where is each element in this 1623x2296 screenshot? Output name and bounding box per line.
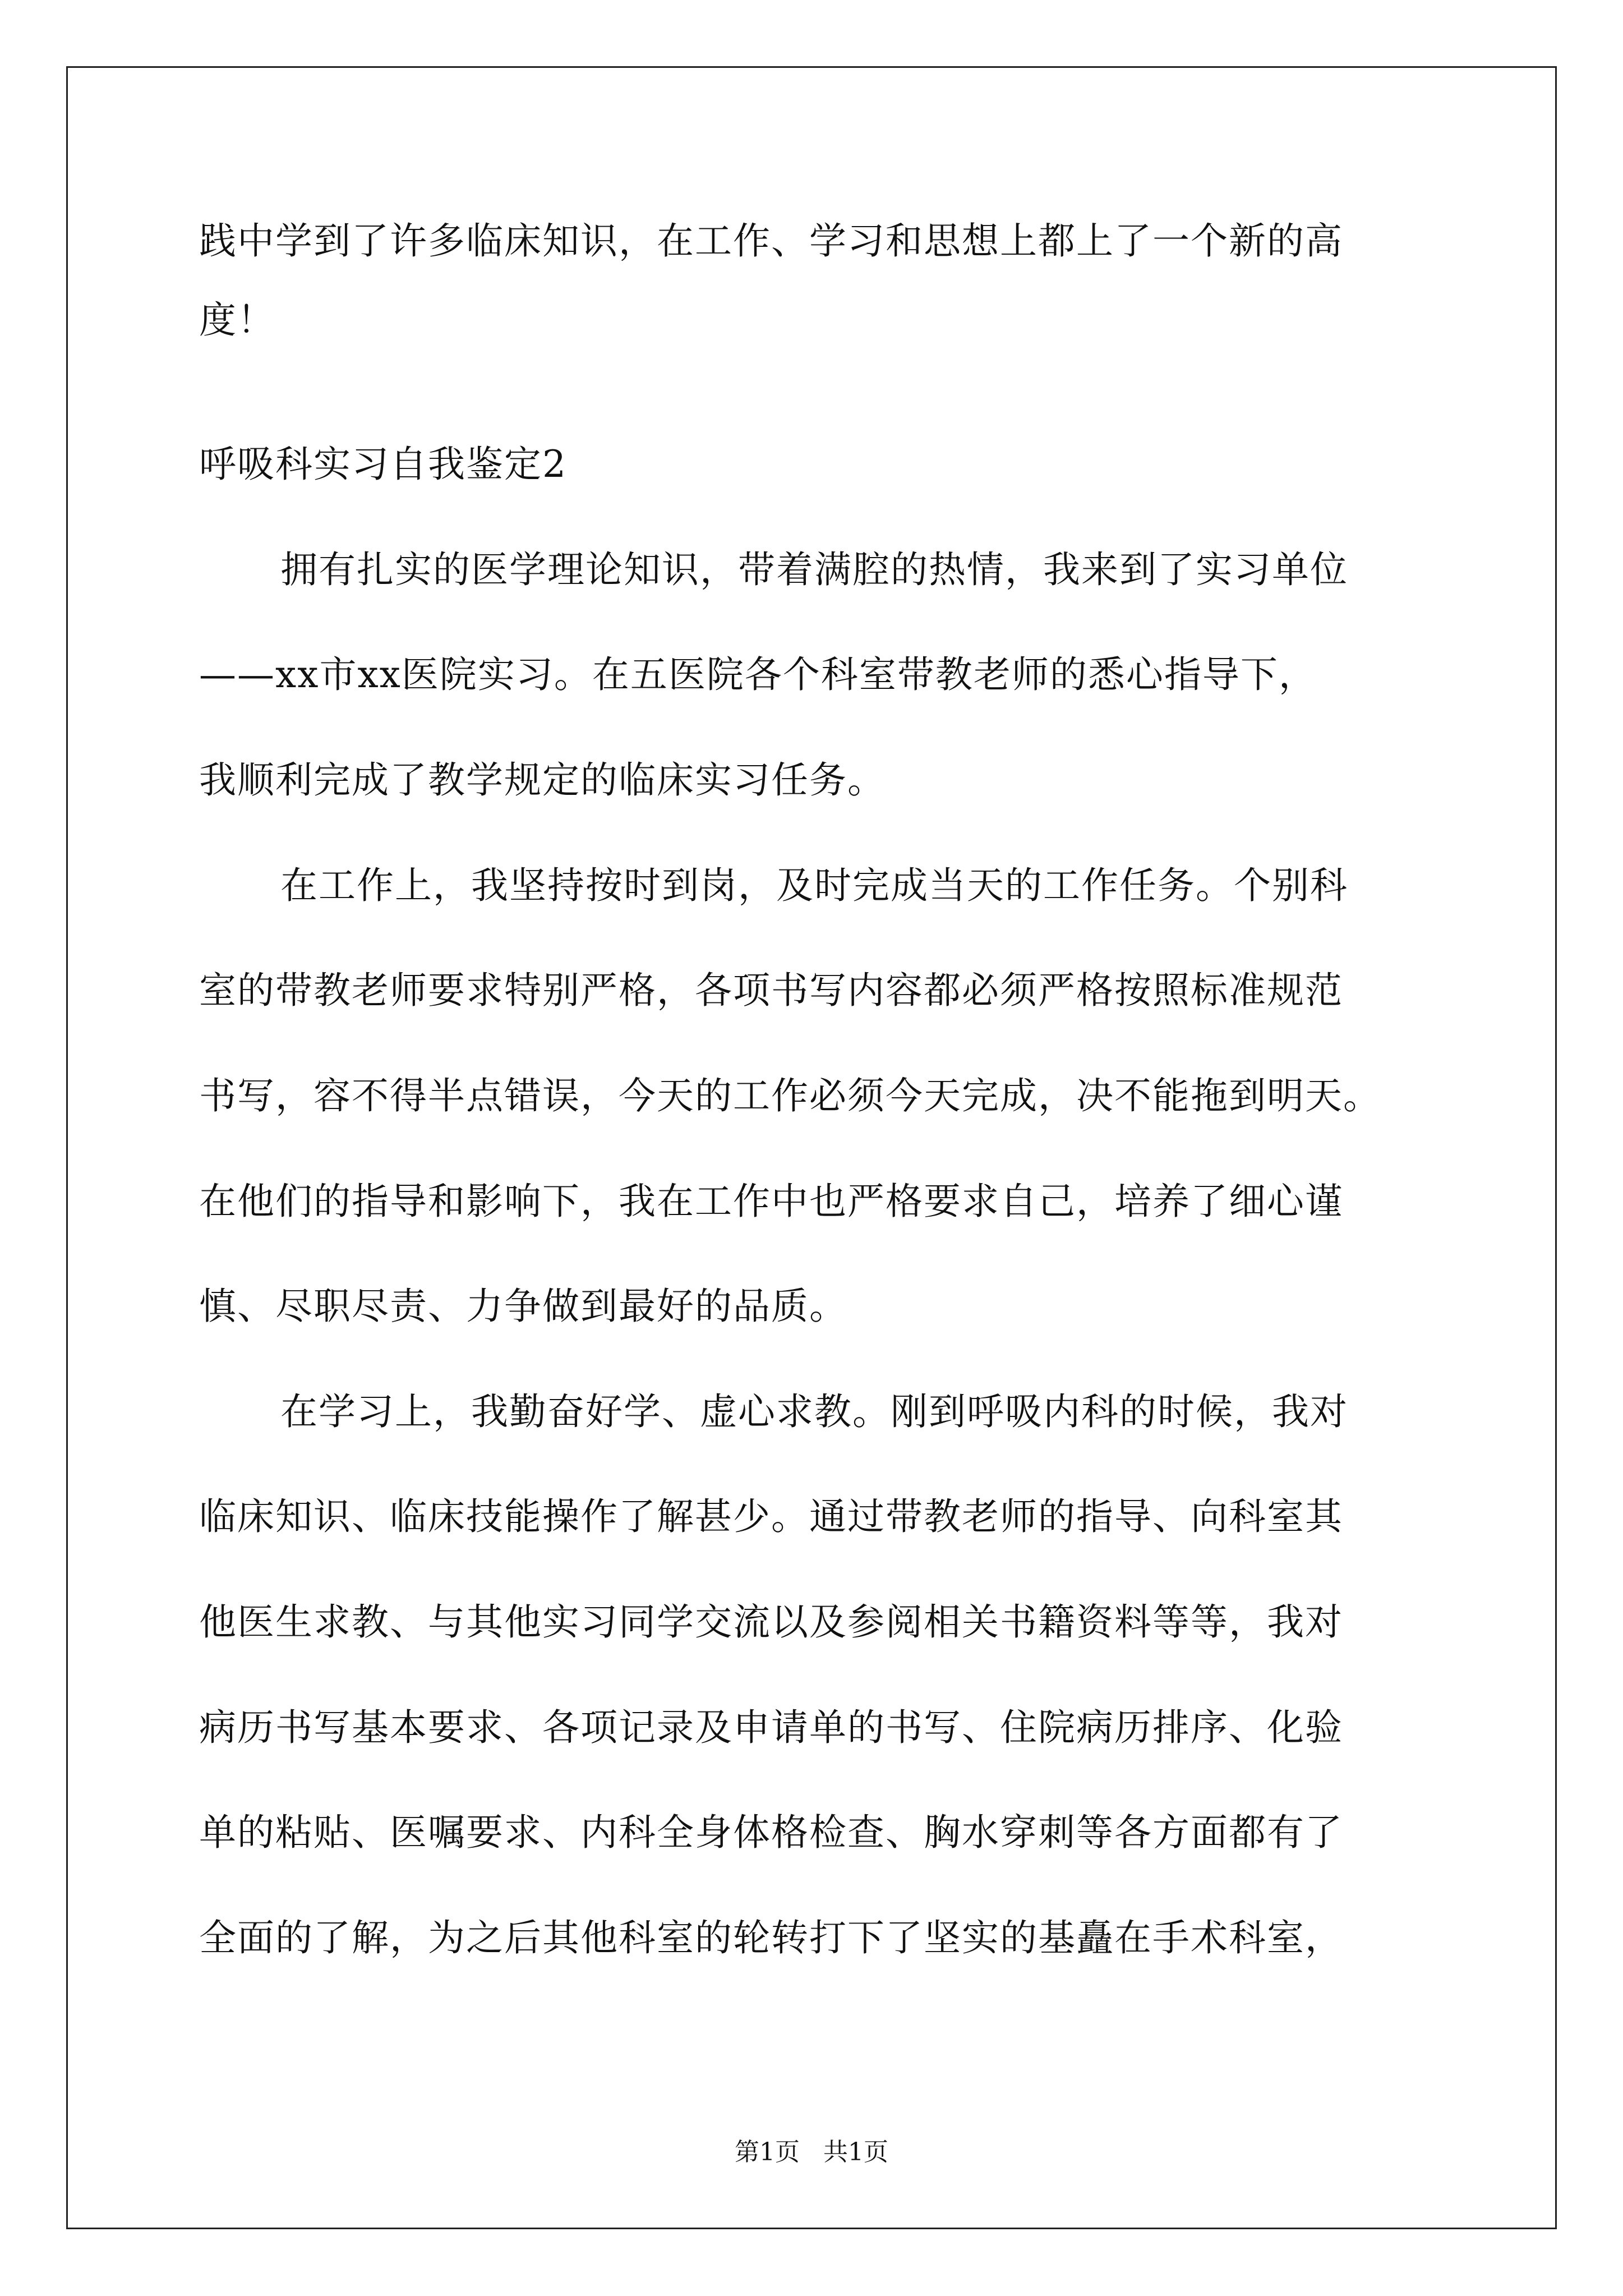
text-line: 度！: [199, 298, 275, 342]
text-line: 全面的了解，为之后其他科室的轮转打下了坚实的基矗在手术科室，: [199, 1916, 1343, 1959]
text-line: 我顺利完成了教学规定的临床实习任务。: [199, 758, 886, 802]
text-line: 单的粘贴、医嘱要求、内科全身体格检查、胸水穿刺等各方面都有了: [199, 1811, 1343, 1854]
text-line: 他医生求教、与其他实习同学交流以及参阅相关书籍资料等等，我对: [199, 1600, 1343, 1644]
text-line: ——xx市xx医院实习。在五医院各个科室带教老师的悉心指导下，: [199, 653, 1317, 696]
text-line: 室的带教老师要求特别严格，各项书写内容都必须严格按照标准规范: [199, 969, 1343, 1012]
text-line: 书写，容不得半点错误，今天的工作必须今天完成，决不能拖到明天。: [199, 1074, 1381, 1117]
page-footer: 第1页 共1页: [735, 2138, 888, 2166]
text-line: 拥有扎实的医学理论知识，带着满腔的热情，我来到了实习单位: [280, 548, 1348, 591]
text-line: 慎、尽职尽责、力争做到最好的品质。: [199, 1285, 847, 1328]
text-line: 在学习上，我勤奋好学、虚心求教。刚到呼吸内科的时候，我对: [280, 1390, 1348, 1433]
page-border: [66, 66, 1557, 2229]
text-line: 临床知识、临床技能操作了解甚少。通过带教老师的指导、向科室其: [199, 1495, 1343, 1538]
text-line: 在他们的指导和影响下，我在工作中也严格要求自己，培养了细心谨: [199, 1180, 1343, 1223]
text-line: 践中学到了许多临床知识，在工作、学习和思想上都上了一个新的高: [199, 219, 1343, 263]
text-line: 在工作上，我坚持按时到岗，及时完成当天的工作任务。个别科: [280, 864, 1348, 907]
text-line: 病历书写基本要求、各项记录及申请单的书写、住院病历排序、化验: [199, 1706, 1343, 1749]
section-heading: 呼吸科实习自我鉴定2: [199, 443, 567, 486]
